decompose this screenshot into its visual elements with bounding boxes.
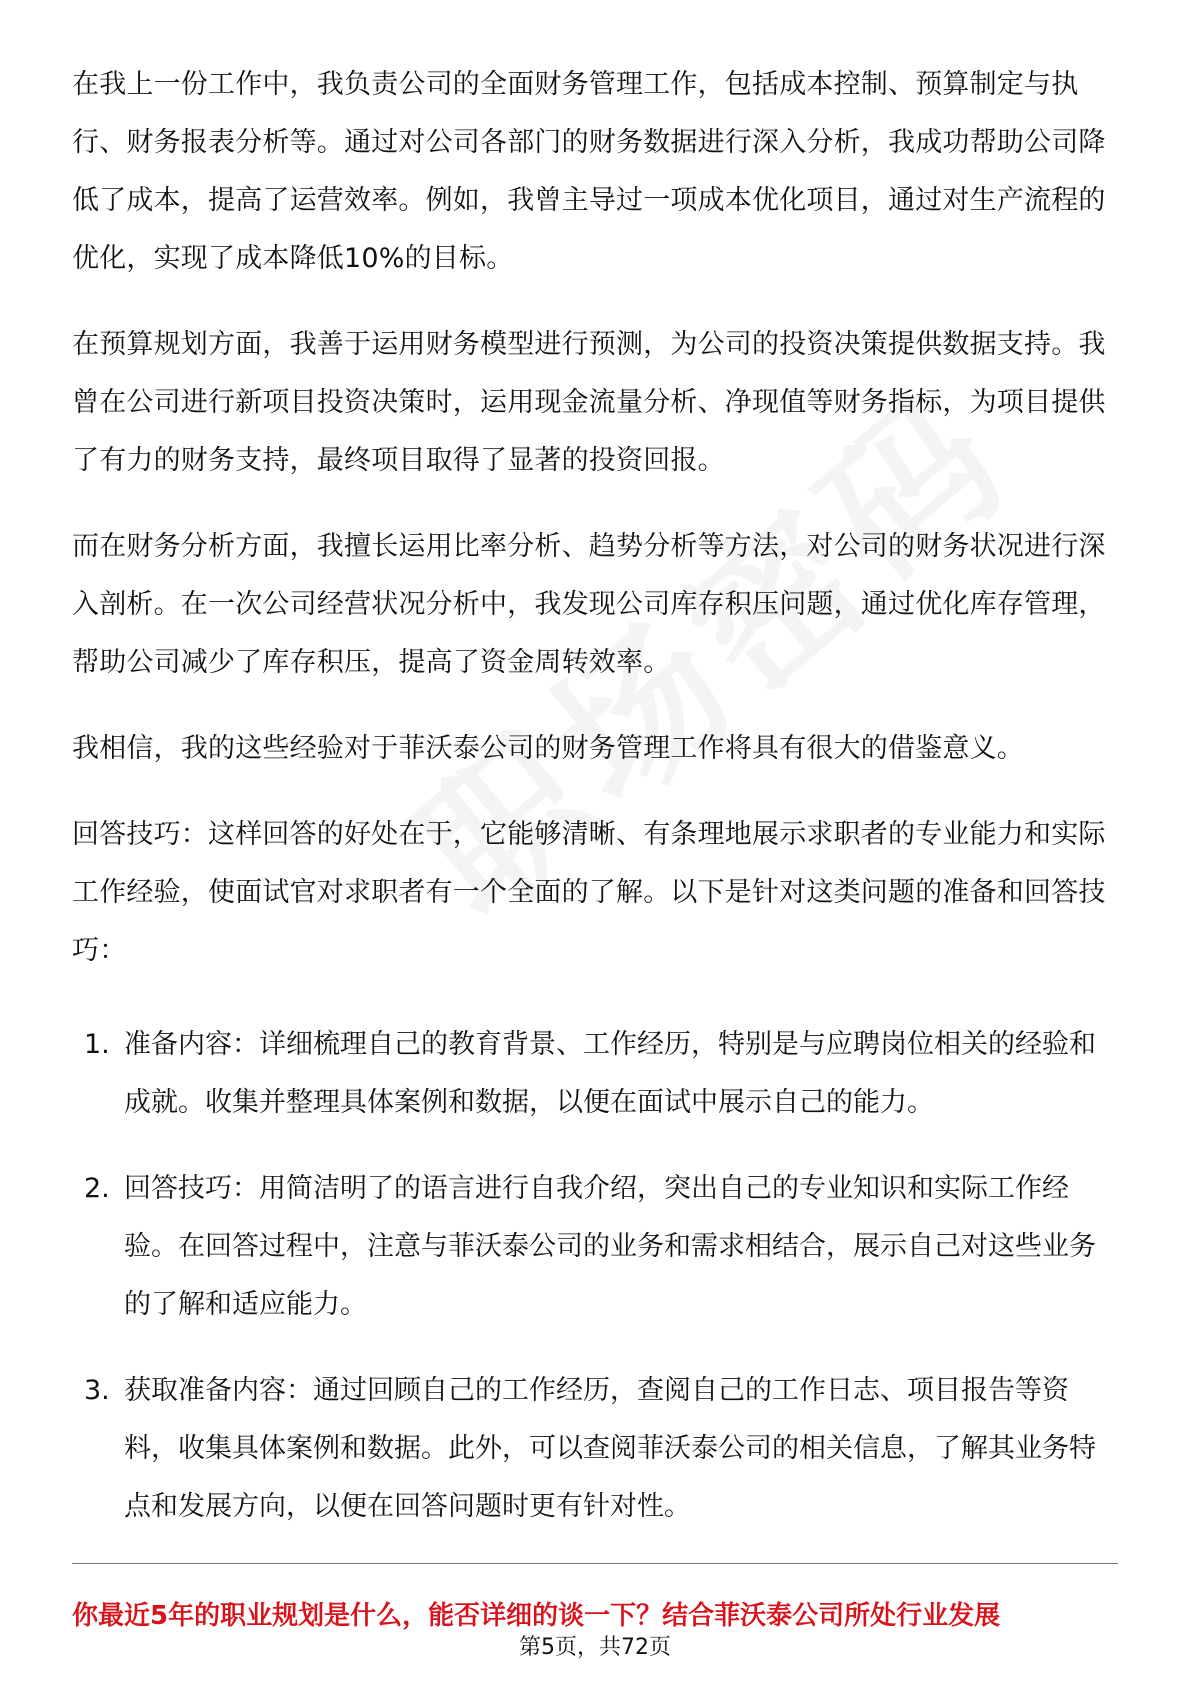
tips-list <box>72 1016 1117 1536</box>
list-item-number: 2. <box>84 1173 110 1204</box>
next-question-heading: 你最近5年的职业规划是什么，能否详细的谈一下？结合菲沃泰公司所处行业发展 <box>72 1601 1001 1631</box>
list-item <box>72 1016 1117 1132</box>
paragraph-answer-tips-intro: 回答技巧：这样回答的好处在于，它能够清晰、有条理地展示求职者的专业能力和实际工作经验，使面试官对求职者有一个全面的了解。以下是针对这类问题的准备和回答技巧： <box>72 819 1106 966</box>
paragraph-conclusion: 我相信，我的这些经验对于菲沃泰公司的财务管理工作将具有很大的借鉴意义。 <box>72 733 1024 764</box>
section-divider <box>72 1563 1118 1564</box>
page-number: 第5页，共72页 <box>519 1635 671 1660</box>
list-item-number: 3. <box>84 1375 110 1406</box>
list-item-text: 回答技巧：用简洁明了的语言进行自我介绍，突出自己的专业知识和实际工作经验。在回答过程中，注意与菲沃泰公司的业务和需求相结合，展示自己对这些业务的了解和适应能力。 <box>124 1173 1096 1320</box>
page-content <box>72 56 1117 1564</box>
list-item-text: 获取准备内容：通过回顾自己的工作经历，查阅自己的工作日志、项目报告等资料，收集具体案例和数据。此外，可以查阅菲沃泰公司的相关信息，了解其业务特点和发展方向，以便在回答问题时更有针对性。 <box>124 1375 1096 1522</box>
list-item <box>72 1160 1117 1334</box>
list-item-text: 准备内容：详细梳理自己的教育背景、工作经历，特别是与应聘岗位相关的经验和成就。收集并整理具体案例和数据，以便在面试中展示自己的能力。 <box>124 1029 1096 1118</box>
paragraph-budget-planning: 在预算规划方面，我善于运用财务模型进行预测，为公司的投资决策提供数据支持。我曾在公司进行新项目投资决策时，运用现金流量分析、净现值等财务指标，为项目提供了有力的财务支持，最终项目取得了显著的投资回报。 <box>72 329 1106 476</box>
paragraph-work-experience: 在我上一份工作中，我负责公司的全面财务管理工作，包括成本控制、预算制定与执行、财务报表分析等。通过对公司各部门的财务数据进行深入分析，我成功帮助公司降低了成本，提高了运营效率。例如，我曾主导过一项成本优化项目，通过对生产流程的优化，实现了成本降低10%的目标。 <box>72 69 1106 274</box>
list-item <box>72 1362 1117 1536</box>
list-item-number: 1. <box>84 1029 110 1060</box>
paragraph-financial-analysis: 而在财务分析方面，我擅长运用比率分析、趋势分析等方法，对公司的财务状况进行深入剖析。在一次公司经营状况分析中，我发现公司库存积压问题，通过优化库存管理，帮助公司减少了库存积压，提高了资金周转效率。 <box>72 531 1106 678</box>
